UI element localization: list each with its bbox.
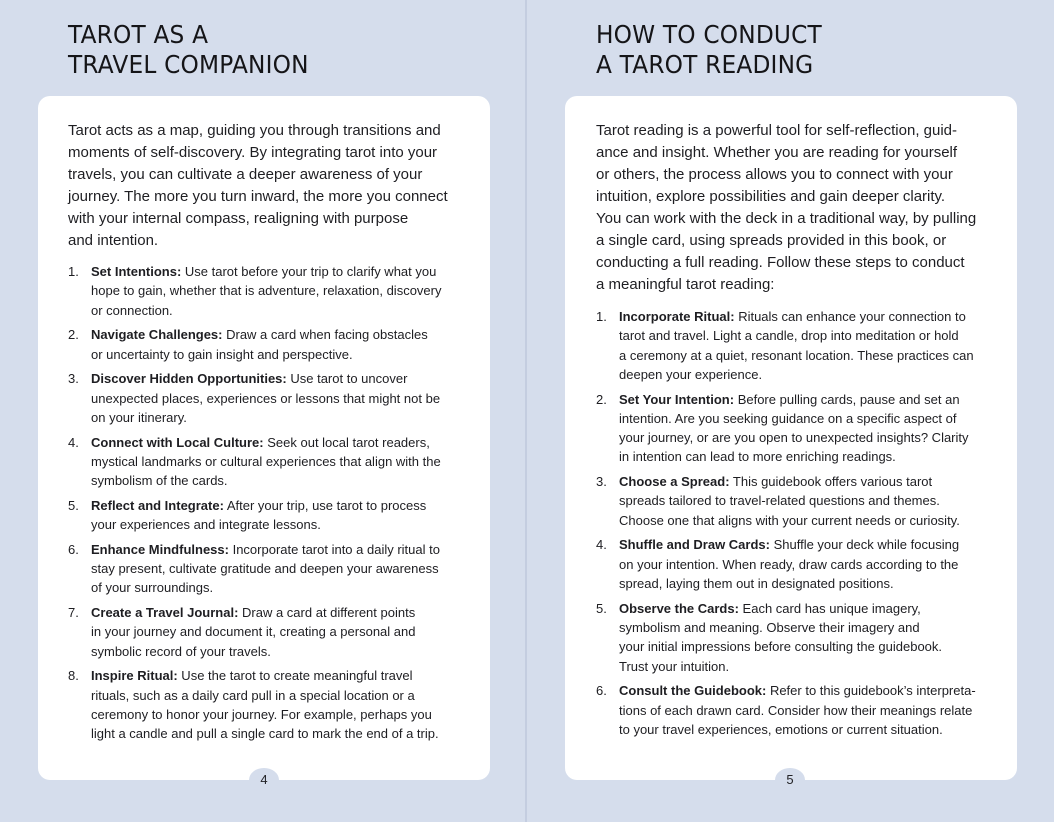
step-line [91, 603, 442, 622]
left-steps-list [68, 262, 442, 749]
step-number: 5. [68, 497, 79, 513]
step-line: on your itinerary. [91, 409, 187, 425]
step-text: Before pulling cards, pause and set an [734, 391, 960, 407]
right-title-line-2: A TAROT READING [596, 50, 814, 79]
step-text: Shuffle your deck while focusing [769, 537, 960, 553]
step-heading: Navigate Challenges: [91, 327, 223, 343]
intro-line: and intention. [68, 232, 159, 249]
step-text: This guidebook offers various tarot [729, 474, 933, 490]
list-item [68, 262, 442, 320]
step-line: hope to gain, whether that is adventure, relaxation, discovery [91, 283, 442, 299]
step-heading: Consult the Guidebook: [619, 683, 767, 699]
step-heading: Discover Hidden Opportunities: [91, 371, 287, 387]
list-item [596, 307, 976, 384]
step-heading: Incorporate Ritual: [619, 309, 735, 324]
step-number: 3. [68, 371, 79, 387]
list-item [596, 599, 976, 676]
step-line [91, 369, 442, 388]
intro-line: journey. The more you turn inward, the more you connect [68, 188, 448, 205]
step-line: tions of each drawn card. Consider how their meanings relate [619, 702, 973, 718]
step-heading: Choose a Spread: [619, 474, 730, 490]
step-line: your experiences and integrate lessons. [91, 517, 321, 533]
list-item [596, 472, 976, 530]
step-text: Incorporate tarot into a daily ritual to [228, 541, 440, 557]
step-line [91, 433, 442, 452]
step-number: 6. [596, 683, 607, 699]
step-line [619, 535, 976, 554]
book-gutter [525, 0, 527, 822]
step-line: of your surroundings. [91, 580, 214, 596]
step-line: stay present, cultivate gratitude and deepen your awareness [91, 561, 439, 577]
list-item [596, 390, 976, 467]
step-number: 1. [596, 309, 607, 324]
step-line: or uncertainty to gain insight and perspective. [91, 346, 353, 362]
right-steps-list [596, 307, 976, 745]
right-page-title [596, 20, 822, 80]
step-number: 4. [596, 537, 607, 553]
step-line: symbolism of the cards. [91, 473, 228, 489]
step-line: spread, laying them out in designated positions. [619, 576, 894, 592]
right-title-line-1: HOW TO CONDUCT [596, 20, 822, 49]
step-line: mystical landmarks or cultural experiences that align with the [91, 453, 441, 469]
left-page-title [68, 20, 309, 80]
list-item [68, 666, 442, 743]
intro-line: travels, you can cultivate a deeper awareness of your [68, 166, 423, 183]
list-item [68, 325, 442, 364]
step-heading: Observe the Cards: [619, 600, 739, 616]
step-text: Each card has unique imagery, [738, 600, 921, 616]
left-title-line-1: TAROT AS A [68, 20, 209, 49]
step-line: in your journey and document it, creating a personal and [91, 624, 416, 640]
step-number: 1. [68, 264, 79, 279]
step-line [619, 599, 976, 618]
list-item [596, 681, 976, 739]
step-number: 2. [596, 391, 607, 407]
step-line [619, 307, 976, 326]
step-line: spreads tailored to travel-related questions and themes. [619, 493, 940, 509]
intro-line: Tarot acts as a map, guiding you through transitions and [68, 122, 441, 139]
step-line: rituals, such as a daily card pull in a special location or a [91, 687, 415, 703]
intro-line: intuition, explore possibilities and gain deeper clarity. [596, 188, 946, 205]
step-line: deepen your experience. [619, 366, 763, 382]
step-number: 7. [68, 605, 79, 621]
step-line: or connection. [91, 302, 173, 318]
page-number: 4 [249, 768, 279, 792]
step-line: intention. Are you seeking guidance on a specific aspect of [619, 410, 957, 426]
step-number: 8. [68, 668, 79, 684]
intro-line: with your internal compass, realigning with purpose [68, 210, 409, 227]
list-item [596, 535, 976, 593]
step-line [91, 325, 442, 344]
intro-line: conducting a full reading. Follow these steps to conduct [596, 254, 965, 271]
step-line [91, 496, 442, 515]
step-line: Choose one that aligns with your current needs or curiosity. [619, 512, 960, 528]
step-line: to your travel experiences, emotions or current situation. [619, 721, 943, 737]
step-text: Draw a card at different points [238, 605, 416, 621]
step-text: After your trip, use tarot to process [223, 497, 427, 513]
intro-line: moments of self-discovery. By integrating tarot into your [68, 144, 438, 161]
step-heading: Shuffle and Draw Cards: [619, 537, 770, 553]
step-line: a ceremony at a quiet, resonant location. These practices can [619, 347, 974, 363]
step-text: Use tarot before your trip to clarify what you [181, 264, 437, 279]
step-number: 2. [68, 327, 79, 343]
step-line: in intention can lead to more enriching readings. [619, 449, 896, 465]
intro-line: You can work with the deck in a traditional way, by pulling [596, 210, 977, 227]
step-heading: Inspire Ritual: [91, 668, 178, 684]
intro-line: ance and insight. Whether you are reading for yourself [596, 144, 958, 161]
step-line: unexpected places, experiences or lessons that might not be [91, 390, 441, 406]
left-intro-paragraph [68, 120, 448, 252]
step-heading: Set Intentions: [91, 264, 182, 279]
step-line: your journey, or are you open to unexpected insights? Clarity [619, 430, 969, 446]
step-line: light a candle and pull a single card to mark the end of a trip. [91, 726, 439, 742]
right-intro-paragraph [596, 120, 976, 296]
intro-line: or others, the process allows you to connect with your [596, 166, 953, 183]
step-heading: Set Your Intention: [619, 391, 735, 407]
step-line: tarot and travel. Light a candle, drop into meditation or hold [619, 328, 959, 344]
step-text: Draw a card when facing obstacles [222, 327, 428, 343]
list-item [68, 369, 442, 427]
list-item [68, 433, 442, 491]
step-line: your initial impressions before consulting the guidebook. [619, 639, 943, 655]
step-heading: Connect with Local Culture: [91, 434, 264, 450]
intro-line: Tarot reading is a powerful tool for self-reflection, guid- [596, 122, 958, 139]
step-line [619, 390, 976, 409]
step-line: ceremony to honor your journey. For example, perhaps you [91, 706, 432, 722]
step-line: Trust your intuition. [619, 658, 730, 674]
step-line [91, 666, 442, 685]
step-text: Rituals can enhance your connection to [734, 309, 966, 324]
step-heading: Enhance Mindfulness: [91, 541, 229, 557]
step-line: on your intention. When ready, draw cards according to the [619, 556, 959, 572]
step-line [619, 472, 976, 491]
step-text: Use tarot to uncover [286, 371, 408, 387]
step-number: 4. [68, 434, 79, 450]
step-text: Use the tarot to create meaningful travel [177, 668, 413, 684]
list-item [68, 540, 442, 598]
step-line [91, 540, 442, 559]
step-line: symbolic record of your travels. [91, 643, 271, 659]
list-item [68, 496, 442, 535]
left-title-line-2: TRAVEL COMPANION [68, 50, 309, 79]
step-number: 3. [596, 474, 607, 490]
intro-line: a meaningful tarot reading: [596, 276, 775, 293]
step-number: 6. [68, 541, 79, 557]
step-text: Refer to this guidebook’s interpreta- [766, 683, 976, 699]
intro-line: a single card, using spreads provided in this book, or [596, 232, 947, 249]
step-line [91, 262, 442, 281]
page-number: 5 [775, 768, 805, 792]
step-text: Seek out local tarot readers, [263, 434, 430, 450]
step-heading: Reflect and Integrate: [91, 497, 224, 513]
step-heading: Create a Travel Journal: [91, 605, 239, 621]
step-line [619, 681, 976, 700]
step-line: symbolism and meaning. Observe their imagery and [619, 620, 920, 636]
list-item [68, 603, 442, 661]
step-number: 5. [596, 600, 607, 616]
